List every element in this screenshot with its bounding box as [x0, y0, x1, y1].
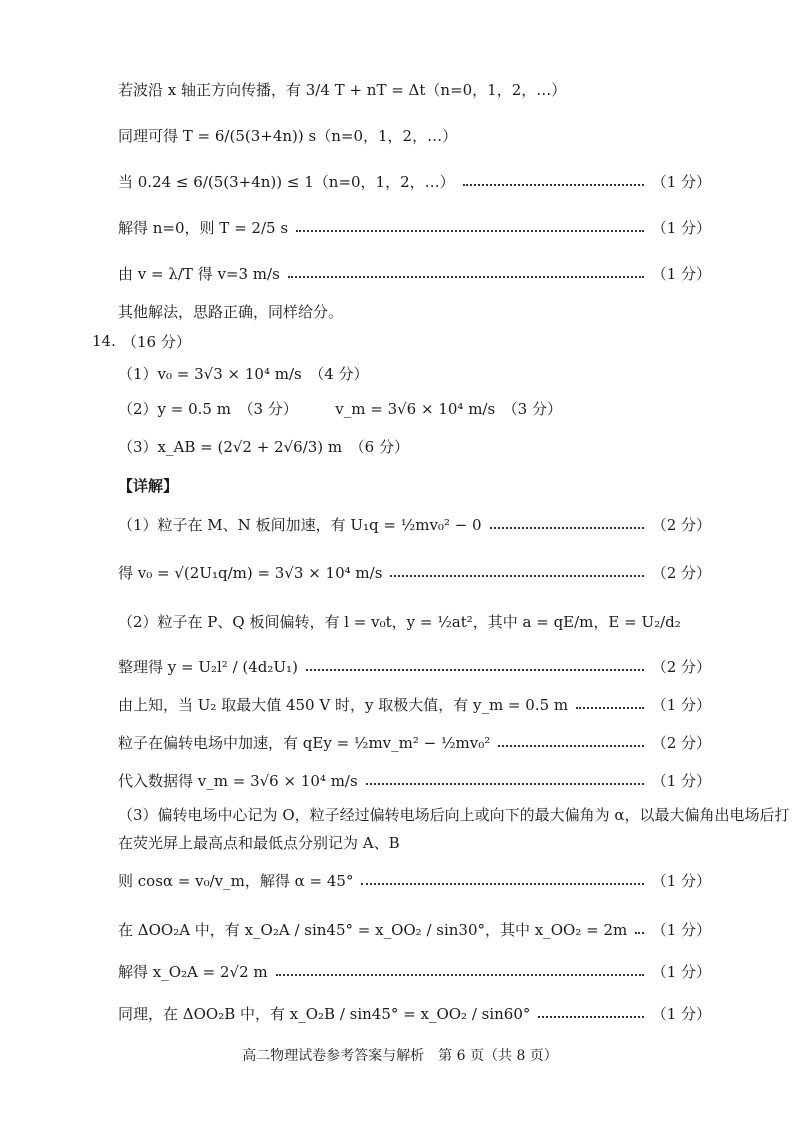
solution-line: 其他解法，思路正确，同样给分。	[118, 303, 344, 321]
solution-line: 若波沿 x 轴正方向传播，有 3/4 T + nT = Δt（n=0，1，2，…）	[118, 81, 567, 99]
scored-line	[118, 695, 711, 715]
leader-dots	[390, 565, 643, 577]
answer-line: （3）x_AB = (2√2 + 2√6/3) m （6 分）	[118, 438, 409, 456]
score-label: （2 分）	[651, 516, 711, 534]
score-label: （1 分）	[651, 265, 711, 283]
line-text: 则 cosα = v₀/v_m，解得 α = 45°	[118, 872, 354, 890]
answer-line: （2）y = 0.5 m （3 分） v_m = 3√6 × 10⁴ m/s （3 分）	[118, 400, 562, 418]
leader-dots	[498, 735, 643, 747]
scored-line	[118, 515, 711, 535]
solution-line: （2）粒子在 P、Q 板间偏转，有 l = v₀t，y = ½at²，其中 a = qE/m，E = U₂/d₂	[118, 613, 681, 631]
scored-line	[118, 172, 711, 192]
score-label: （1 分）	[651, 1005, 711, 1023]
scored-line	[118, 733, 711, 753]
scored-line	[118, 264, 711, 284]
solution-line: 同理可得 T = 6/(5(3+4n)) s（n=0，1，2，…）	[118, 127, 458, 145]
scored-line	[118, 657, 711, 677]
leader-dots	[538, 1006, 643, 1018]
score-label: （1 分）	[651, 772, 711, 790]
scored-line	[118, 218, 711, 238]
line-text: 解得 n=0，则 T = 2/5 s	[118, 219, 289, 237]
section-heading: 【详解】	[118, 477, 179, 495]
scored-line	[118, 563, 711, 583]
line-text: 当 0.24 ≤ 6/(5(3+4n)) ≤ 1（n=0，1，2，…）	[118, 173, 455, 191]
question-points: （16 分）	[122, 333, 191, 351]
answer-line: （1）v₀ = 3√3 × 10⁴ m/s （4 分）	[118, 365, 369, 383]
score-label: （1 分）	[651, 921, 711, 939]
line-text: 同理，在 ΔOO₂B 中，有 x_O₂B / sin45° = x_OO₂ / sin60°	[118, 1005, 531, 1023]
score-label: （2 分）	[651, 564, 711, 582]
leader-dots	[276, 964, 644, 976]
score-label: （1 分）	[651, 872, 711, 890]
page-footer: 高二物理试卷参考答案与解析 第 6 页（共 8 页）	[242, 1048, 558, 1064]
question-number: 14.	[92, 332, 116, 350]
score-label: （1 分）	[651, 219, 711, 237]
leader-dots	[288, 266, 644, 278]
line-text: 由上知，当 U₂ 取最大值 450 V 时，y 取极大值，有 y_m = 0.5 m	[118, 696, 569, 714]
scored-line	[118, 771, 711, 791]
score-label: （2 分）	[651, 658, 711, 676]
score-label: （2 分）	[651, 734, 711, 752]
leader-dots	[306, 659, 644, 671]
leader-dots	[366, 773, 644, 785]
line-text: 得 v₀ = √(2U₁q/m) = 3√3 × 10⁴ m/s	[118, 564, 383, 582]
leader-dots	[576, 697, 644, 709]
leader-dots	[490, 517, 644, 529]
scored-line	[118, 920, 711, 940]
line-text: 整理得 y = U₂l² / (4d₂U₁)	[118, 658, 298, 676]
solution-line: （3）偏转电场中心记为 O，粒子经过偏转电场后向上或向下的最大偏角为 α，以最大偏角出电场后打	[118, 806, 790, 824]
score-label: （1 分）	[651, 963, 711, 981]
leader-dots	[463, 174, 644, 186]
leader-dots	[361, 873, 643, 885]
scored-line	[118, 871, 711, 891]
line-text: 代入数据得 v_m = 3√6 × 10⁴ m/s	[118, 772, 358, 790]
line-text: （1）粒子在 M、N 板间加速，有 U₁q = ½mv₀² − 0	[118, 516, 482, 534]
scored-line	[118, 962, 711, 982]
line-text: 在 ΔOO₂A 中，有 x_O₂A / sin45° = x_OO₂ / sin30°，其中 x_OO₂ = 2m	[118, 921, 628, 939]
score-label: （1 分）	[651, 173, 711, 191]
score-label: （1 分）	[651, 696, 711, 714]
line-text: 解得 x_O₂A = 2√2 m	[118, 963, 268, 981]
scored-line	[118, 1004, 711, 1024]
line-text: 粒子在偏转电场中加速，有 qEy = ½mv_m² − ½mv₀²	[118, 734, 491, 752]
solution-line: 在荧光屏上最高点和最低点分别记为 A、B	[118, 834, 400, 852]
leader-dots	[635, 922, 643, 934]
leader-dots	[296, 220, 644, 232]
line-text: 由 v = λ/T 得 v=3 m/s	[118, 265, 280, 283]
